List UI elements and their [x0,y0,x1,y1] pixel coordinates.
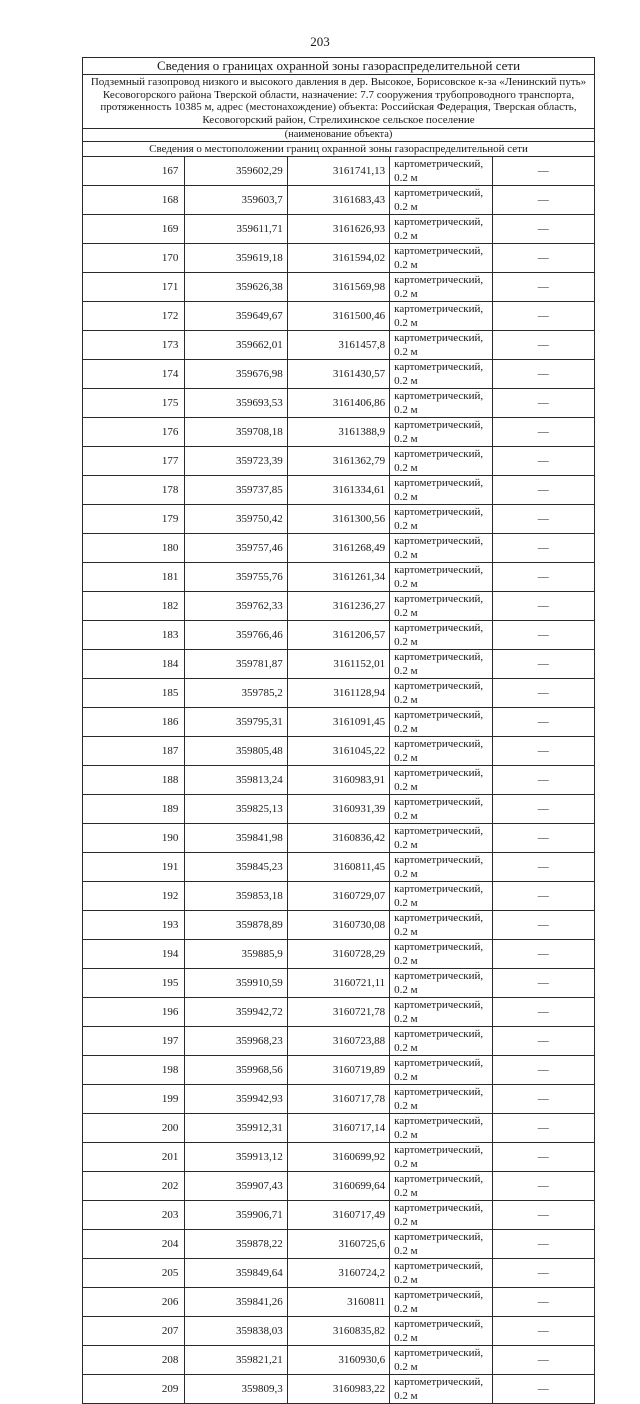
method-accuracy-cell: картометрический, 0.2 м [390,998,492,1027]
description-cell: — [492,1288,594,1317]
description-cell: — [492,186,594,215]
coordinate-y-cell: 3161091,45 [287,708,389,737]
table-row [83,737,595,766]
coordinate-x-cell: 359968,56 [185,1056,287,1085]
point-number-cell: 190 [83,824,185,853]
table-row [83,766,595,795]
description-cell: — [492,1056,594,1085]
coordinate-x-cell: 359750,42 [185,505,287,534]
method-accuracy-cell: картометрический, 0.2 м [390,331,492,360]
method-accuracy-cell: картометрический, 0.2 м [390,592,492,621]
description-cell: — [492,592,594,621]
method-accuracy-cell: картометрический, 0.2 м [390,679,492,708]
method-accuracy-cell: картометрический, 0.2 м [390,1056,492,1085]
table-row [83,1201,595,1230]
description-cell: — [492,360,594,389]
method-accuracy-cell: картометрический, 0.2 м [390,882,492,911]
coordinate-y-cell: 3161206,57 [287,621,389,650]
method-accuracy-cell: картометрический, 0.2 м [390,969,492,998]
table-row [83,534,595,563]
coordinate-y-cell: 3160811,45 [287,853,389,882]
point-number-cell: 199 [83,1085,185,1114]
point-number-cell: 193 [83,911,185,940]
method-accuracy-cell: картометрический, 0.2 м [390,534,492,563]
page-number: 203 [310,34,330,49]
description-cell: — [492,940,594,969]
description-cell: — [492,853,594,882]
description-cell: — [492,534,594,563]
coordinate-y-cell: 3161457,8 [287,331,389,360]
coordinate-y-cell: 3161569,98 [287,273,389,302]
coordinate-y-cell: 3160717,14 [287,1114,389,1143]
point-number-cell: 181 [83,563,185,592]
method-accuracy-cell: картометрический, 0.2 м [390,244,492,273]
description-cell: — [492,273,594,302]
point-number-cell: 185 [83,679,185,708]
description-cell: — [492,882,594,911]
method-accuracy-cell: картометрический, 0.2 м [390,1259,492,1288]
coordinate-x-cell: 359838,03 [185,1317,287,1346]
point-number-cell: 206 [83,1288,185,1317]
coordinate-y-cell: 3160721,11 [287,969,389,998]
method-accuracy-cell: картометрический, 0.2 м [390,911,492,940]
table-row [83,505,595,534]
method-accuracy-cell: картометрический, 0.2 м [390,1114,492,1143]
description-cell: — [492,389,594,418]
point-number-cell: 179 [83,505,185,534]
coordinate-x-cell: 359762,33 [185,592,287,621]
point-number-cell: 200 [83,1114,185,1143]
table-row [83,940,595,969]
point-number-cell: 208 [83,1346,185,1375]
table-row [83,1143,595,1172]
table-row [83,215,595,244]
coordinate-y-cell: 3161500,46 [287,302,389,331]
coordinate-y-cell: 3161261,34 [287,563,389,592]
description-cell: — [492,1085,594,1114]
point-number-cell: 183 [83,621,185,650]
object-label-row [83,129,595,142]
coordinate-x-cell: 359611,71 [185,215,287,244]
table-row [83,563,595,592]
point-number-cell: 203 [83,1201,185,1230]
method-accuracy-cell: картометрический, 0.2 м [390,273,492,302]
method-accuracy-cell: картометрический, 0.2 м [390,621,492,650]
coordinate-x-cell: 359649,67 [185,302,287,331]
coordinate-x-cell: 359878,22 [185,1230,287,1259]
coordinate-y-cell: 3161300,56 [287,505,389,534]
description-cell: — [492,998,594,1027]
description-cell: — [492,505,594,534]
table-row [83,1027,595,1056]
coordinate-x-cell: 359942,72 [185,998,287,1027]
description-cell: — [492,244,594,273]
object-label: (наименование объекта) [83,129,595,142]
point-number-cell: 198 [83,1056,185,1085]
coordinate-y-cell: 3161362,79 [287,447,389,476]
method-accuracy-cell: картометрический, 0.2 м [390,360,492,389]
coordinate-y-cell: 3161128,94 [287,679,389,708]
table-row [83,1230,595,1259]
coordinate-y-cell: 3160983,91 [287,766,389,795]
point-number-cell: 173 [83,331,185,360]
point-number-cell: 197 [83,1027,185,1056]
coordinate-y-cell: 3160836,42 [287,824,389,853]
coordinate-y-cell: 3161045,22 [287,737,389,766]
method-accuracy-cell: картометрический, 0.2 м [390,302,492,331]
coordinate-y-cell: 3161388,9 [287,418,389,447]
coordinate-y-cell: 3160730,08 [287,911,389,940]
point-number-cell: 191 [83,853,185,882]
point-number-cell: 204 [83,1230,185,1259]
point-number-cell: 174 [83,360,185,389]
table-row [83,1172,595,1201]
description-cell: — [492,1172,594,1201]
boundary-table [82,57,595,1404]
coordinate-y-cell: 3161626,93 [287,215,389,244]
coordinate-y-cell: 3161741,13 [287,157,389,186]
point-number-cell: 178 [83,476,185,505]
description-cell: — [492,1317,594,1346]
table-row [83,1056,595,1085]
coordinate-x-cell: 359785,2 [185,679,287,708]
coordinate-x-cell: 359619,18 [185,244,287,273]
coordinate-y-cell: 3160723,88 [287,1027,389,1056]
description-cell: — [492,969,594,998]
table-row [83,331,595,360]
point-number-cell: 196 [83,998,185,1027]
point-number-cell: 171 [83,273,185,302]
coordinate-y-cell: 3161406,86 [287,389,389,418]
location-title: Сведения о местоположении границ охранной зоны газораспределительной сети [83,142,595,157]
point-number-cell: 172 [83,302,185,331]
description-cell: — [492,650,594,679]
table-row [83,360,595,389]
method-accuracy-cell: картометрический, 0.2 м [390,1375,492,1404]
coordinate-y-cell: 3160719,89 [287,1056,389,1085]
method-accuracy-cell: картометрический, 0.2 м [390,650,492,679]
method-accuracy-cell: картометрический, 0.2 м [390,157,492,186]
table-row [83,1346,595,1375]
description-cell: — [492,911,594,940]
method-accuracy-cell: картометрический, 0.2 м [390,737,492,766]
method-accuracy-cell: картометрический, 0.2 м [390,1172,492,1201]
point-number-cell: 202 [83,1172,185,1201]
method-accuracy-cell: картометрический, 0.2 м [390,853,492,882]
coordinate-x-cell: 359805,48 [185,737,287,766]
coordinate-x-cell: 359676,98 [185,360,287,389]
coordinate-y-cell: 3160811 [287,1288,389,1317]
coordinate-x-cell: 359693,53 [185,389,287,418]
method-accuracy-cell: картометрический, 0.2 м [390,1346,492,1375]
table-row [83,853,595,882]
boundary-table-sheet [82,57,595,1404]
point-number-cell: 176 [83,418,185,447]
coordinate-x-cell: 359913,12 [185,1143,287,1172]
table-row [83,998,595,1027]
table-row [83,273,595,302]
coordinate-x-cell: 359906,71 [185,1201,287,1230]
point-number-cell: 195 [83,969,185,998]
description-cell: — [492,766,594,795]
description-cell: — [492,737,594,766]
table-row [83,969,595,998]
coordinate-x-cell: 359907,43 [185,1172,287,1201]
coordinate-x-cell: 359662,01 [185,331,287,360]
table-row [83,679,595,708]
coordinate-x-cell: 359723,39 [185,447,287,476]
coordinate-x-cell: 359708,18 [185,418,287,447]
coordinate-x-cell: 359910,59 [185,969,287,998]
description-cell: — [492,1027,594,1056]
point-number-cell: 192 [83,882,185,911]
coordinate-x-cell: 359841,98 [185,824,287,853]
coordinate-x-cell: 359853,18 [185,882,287,911]
coordinate-x-cell: 359912,31 [185,1114,287,1143]
method-accuracy-cell: картометрический, 0.2 м [390,186,492,215]
table-row [83,1114,595,1143]
description-cell: — [492,795,594,824]
method-accuracy-cell: картометрический, 0.2 м [390,447,492,476]
table-row [83,1085,595,1114]
coordinate-y-cell: 3160729,07 [287,882,389,911]
description-cell: — [492,708,594,737]
description-cell: — [492,1143,594,1172]
method-accuracy-cell: картометрический, 0.2 м [390,476,492,505]
point-number-cell: 187 [83,737,185,766]
coordinate-x-cell: 359737,85 [185,476,287,505]
description-cell: — [492,1259,594,1288]
description-cell: — [492,418,594,447]
description-cell: — [492,1346,594,1375]
coordinate-y-cell: 3160724,2 [287,1259,389,1288]
table-row [83,650,595,679]
table-title: Сведения о границах охранной зоны газораспределительной сети [83,58,595,75]
coordinate-y-cell: 3161430,57 [287,360,389,389]
coordinate-x-cell: 359766,46 [185,621,287,650]
method-accuracy-cell: картометрический, 0.2 м [390,766,492,795]
description-cell: — [492,157,594,186]
description-cell: — [492,476,594,505]
point-number-cell: 170 [83,244,185,273]
table-row [83,1375,595,1404]
coordinate-x-cell: 359813,24 [185,766,287,795]
table-row [83,708,595,737]
point-number-cell: 201 [83,1143,185,1172]
coordinate-x-cell: 359849,64 [185,1259,287,1288]
table-row [83,389,595,418]
method-accuracy-cell: картометрический, 0.2 м [390,1317,492,1346]
coordinate-x-cell: 359845,23 [185,853,287,882]
coordinate-x-cell: 359795,31 [185,708,287,737]
table-row [83,882,595,911]
point-number-cell: 209 [83,1375,185,1404]
description-cell: — [492,621,594,650]
coordinate-x-cell: 359781,87 [185,650,287,679]
coordinate-y-cell: 3160983,22 [287,1375,389,1404]
table-row [83,1317,595,1346]
description-cell: — [492,679,594,708]
object-description: Подземный газопровод низкого и высокого давления в дер. Высокое, Борисовское к-за «Ленинский путь» Кесовогорского района Тверской области, назначение: 7.7 сооружения трубопроводного транспорта, протяженность 10385 м, адрес (местонахождение) объекта: Российская Федерация, Тверская область, Кесовогорский район, Стрелихинское сельское поселение [83,75,595,129]
coordinate-x-cell: 359825,13 [185,795,287,824]
coordinate-y-cell: 3161268,49 [287,534,389,563]
point-number-cell: 169 [83,215,185,244]
coordinate-y-cell: 3161152,01 [287,650,389,679]
table-row [83,1259,595,1288]
coordinate-x-cell: 359602,29 [185,157,287,186]
point-number-cell: 182 [83,592,185,621]
coordinate-x-cell: 359757,46 [185,534,287,563]
table-row [83,824,595,853]
object-description-row [83,75,595,129]
table-row [83,418,595,447]
point-number-cell: 205 [83,1259,185,1288]
method-accuracy-cell: картометрический, 0.2 м [390,940,492,969]
table-row [83,157,595,186]
coordinate-y-cell: 3160728,29 [287,940,389,969]
point-number-cell: 167 [83,157,185,186]
table-row [83,302,595,331]
coordinate-y-cell: 3160699,64 [287,1172,389,1201]
description-cell: — [492,447,594,476]
table-row [83,244,595,273]
table-row [83,476,595,505]
coordinate-y-cell: 3161236,27 [287,592,389,621]
coordinate-y-cell: 3160725,6 [287,1230,389,1259]
table-row [83,186,595,215]
coordinate-x-cell: 359942,93 [185,1085,287,1114]
description-cell: — [492,1375,594,1404]
point-number-cell: 194 [83,940,185,969]
point-number-cell: 180 [83,534,185,563]
point-number-cell: 188 [83,766,185,795]
description-cell: — [492,563,594,592]
coordinate-y-cell: 3160699,92 [287,1143,389,1172]
coordinate-y-cell: 3160721,78 [287,998,389,1027]
point-number-cell: 168 [83,186,185,215]
method-accuracy-cell: картометрический, 0.2 м [390,1288,492,1317]
method-accuracy-cell: картометрический, 0.2 м [390,1230,492,1259]
table-row [83,592,595,621]
location-title-row [83,142,595,157]
table-row [83,795,595,824]
point-number-cell: 175 [83,389,185,418]
coordinate-x-cell: 359809,3 [185,1375,287,1404]
method-accuracy-cell: картометрический, 0.2 м [390,215,492,244]
description-cell: — [492,1114,594,1143]
method-accuracy-cell: картометрический, 0.2 м [390,505,492,534]
description-cell: — [492,824,594,853]
table-row [83,447,595,476]
method-accuracy-cell: картометрический, 0.2 м [390,563,492,592]
method-accuracy-cell: картометрический, 0.2 м [390,824,492,853]
coordinate-y-cell: 3160717,78 [287,1085,389,1114]
coordinate-y-cell: 3160931,39 [287,795,389,824]
coordinate-x-cell: 359885,9 [185,940,287,969]
coordinate-y-cell: 3160717,49 [287,1201,389,1230]
coordinate-y-cell: 3160835,82 [287,1317,389,1346]
point-number-cell: 189 [83,795,185,824]
method-accuracy-cell: картометрический, 0.2 м [390,418,492,447]
point-number-cell: 184 [83,650,185,679]
coordinate-x-cell: 359821,21 [185,1346,287,1375]
coordinate-y-cell: 3161334,61 [287,476,389,505]
coordinate-x-cell: 359626,38 [185,273,287,302]
description-cell: — [492,1201,594,1230]
coordinate-y-cell: 3161683,43 [287,186,389,215]
description-cell: — [492,1230,594,1259]
description-cell: — [492,215,594,244]
point-number-cell: 186 [83,708,185,737]
method-accuracy-cell: картометрический, 0.2 м [390,708,492,737]
coordinate-y-cell: 3161594,02 [287,244,389,273]
point-number-cell: 207 [83,1317,185,1346]
coordinate-x-cell: 359755,76 [185,563,287,592]
method-accuracy-cell: картометрический, 0.2 м [390,389,492,418]
coordinate-x-cell: 359603,7 [185,186,287,215]
coordinate-x-cell: 359841,26 [185,1288,287,1317]
coordinate-y-cell: 3160930,6 [287,1346,389,1375]
table-row [83,621,595,650]
method-accuracy-cell: картометрический, 0.2 м [390,1027,492,1056]
description-cell: — [492,302,594,331]
coordinate-x-cell: 359878,89 [185,911,287,940]
coordinate-x-cell: 359968,23 [185,1027,287,1056]
table-row [83,1288,595,1317]
method-accuracy-cell: картометрический, 0.2 м [390,795,492,824]
table-row [83,911,595,940]
point-number-cell: 177 [83,447,185,476]
method-accuracy-cell: картометрический, 0.2 м [390,1085,492,1114]
table-title-row [83,58,595,75]
description-cell: — [492,331,594,360]
method-accuracy-cell: картометрический, 0.2 м [390,1201,492,1230]
method-accuracy-cell: картометрический, 0.2 м [390,1143,492,1172]
